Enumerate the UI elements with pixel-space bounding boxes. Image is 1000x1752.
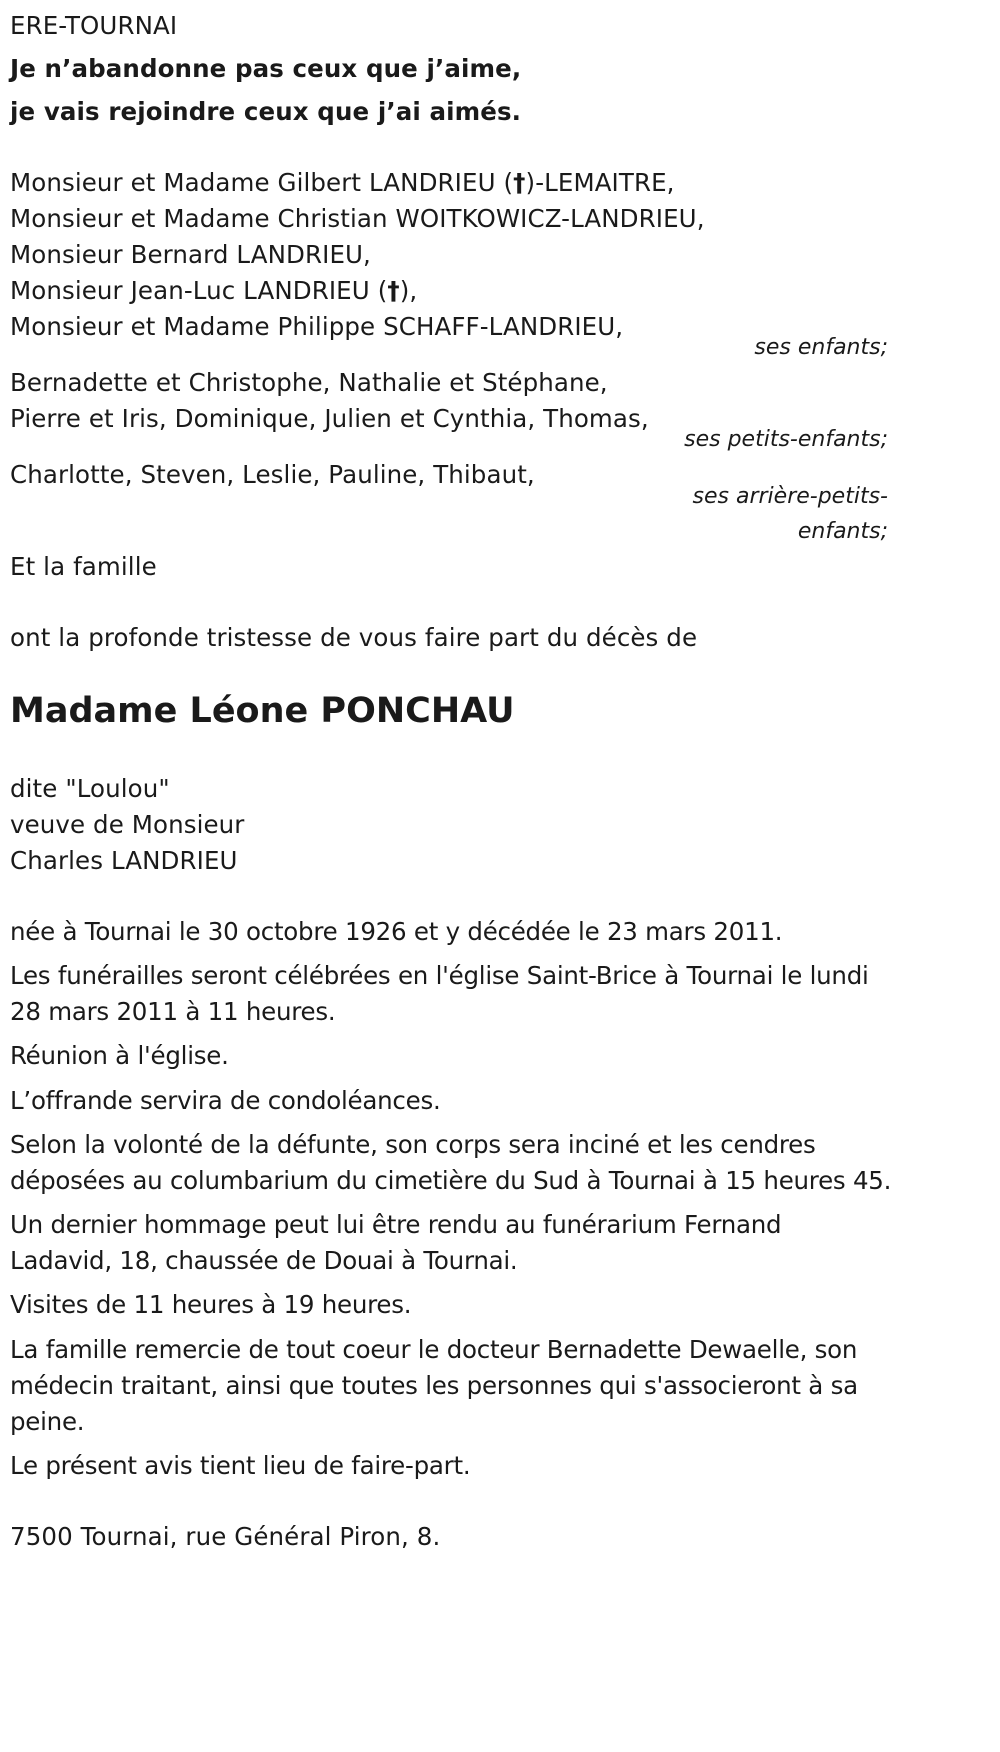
great-grandchildren-label-1: ses arrière-petits- — [692, 484, 888, 509]
quote-line-1: Je n’abandonne pas ceux que j’aime, — [10, 54, 522, 83]
tribute-line-1: Un dernier hommage peut lui être rendu au funérarium Fernand — [10, 1210, 782, 1239]
thanks-line-1: La famille remercie de tout coeur le docteur Bernadette Dewaelle, son — [10, 1335, 858, 1364]
children-line-4 — [10, 273, 417, 309]
tribute-line-2: Ladavid, 18, chaussée de Douai à Tournai. — [10, 1246, 518, 1275]
quote-line-2: je vais rejoindre ceux que j’ai aimés. — [10, 97, 522, 126]
grandchildren-label: ses petits-enfants; — [684, 427, 888, 452]
cross-icon: † — [387, 276, 400, 305]
grandchildren-line-1: Bernadette et Christophe, Nathalie et Stéphane, — [10, 368, 608, 397]
great-grandchildren-label-2: enfants; — [797, 519, 888, 544]
cross-icon: † — [513, 168, 526, 197]
children-line-5: Monsieur et Madame Philippe SCHAFF-LANDRIEU, — [10, 312, 624, 341]
cremation-line-2: déposées au columbarium du cimetière du Sud à Tournai à 15 heures 45. — [10, 1166, 892, 1195]
children-line-3: Monsieur Bernard LANDRIEU, — [10, 240, 371, 269]
nickname-line: dite "Loulou" — [10, 774, 170, 803]
birth-death-line: née à Tournai le 30 octobre 1926 et y décédée le 23 mars 2011. — [10, 917, 783, 946]
deceased-name: Madame Léone PONCHAU — [10, 691, 515, 731]
family-line: Et la famille — [10, 552, 157, 581]
great-grandchildren-line-1: Charlotte, Steven, Leslie, Pauline, Thibaut, — [10, 460, 535, 489]
funeral-line-2: 28 mars 2011 à 11 heures. — [10, 997, 336, 1026]
notice-line: Le présent avis tient lieu de faire-part. — [10, 1451, 471, 1480]
children-label: ses enfants; — [754, 335, 888, 360]
children-line-1-text: Monsieur et Madame Gilbert LANDRIEU ( — [10, 168, 514, 197]
children-line-4-text: Monsieur Jean-Luc LANDRIEU ( — [10, 276, 388, 305]
cremation-line-1: Selon la volonté de la défunte, son corps sera inciné et les cendres — [10, 1130, 816, 1159]
announcement-line: ont la profonde tristesse de vous faire part du décès de — [10, 623, 698, 652]
thanks-line-2: médecin traitant, ainsi que toutes les personnes qui s'associeront à sa — [10, 1371, 858, 1400]
funeral-line-1: Les funérailles seront célébrées en l'église Saint-Brice à Tournai le lundi — [10, 961, 869, 990]
children-line-2: Monsieur et Madame Christian WOITKOWICZ-LANDRIEU, — [10, 204, 705, 233]
offering-line: L’offrande servira de condoléances. — [10, 1086, 441, 1115]
children-line-4-suffix: ), — [399, 276, 418, 305]
grandchildren-line-2: Pierre et Iris, Dominique, Julien et Cynthia, Thomas, — [10, 404, 649, 433]
meeting-line: Réunion à l'église. — [10, 1041, 229, 1070]
widow-line-2: Charles LANDRIEU — [10, 846, 238, 875]
children-line-1 — [10, 165, 675, 201]
children-line-1-suffix: )-LEMAITRE, — [525, 168, 675, 197]
widow-line-1: veuve de Monsieur — [10, 810, 245, 839]
address-line: 7500 Tournai, rue Général Piron, 8. — [10, 1522, 441, 1551]
location-heading: ERE-TOURNAI — [10, 11, 178, 40]
visits-line: Visites de 11 heures à 19 heures. — [10, 1290, 412, 1319]
thanks-line-3: peine. — [10, 1407, 85, 1436]
